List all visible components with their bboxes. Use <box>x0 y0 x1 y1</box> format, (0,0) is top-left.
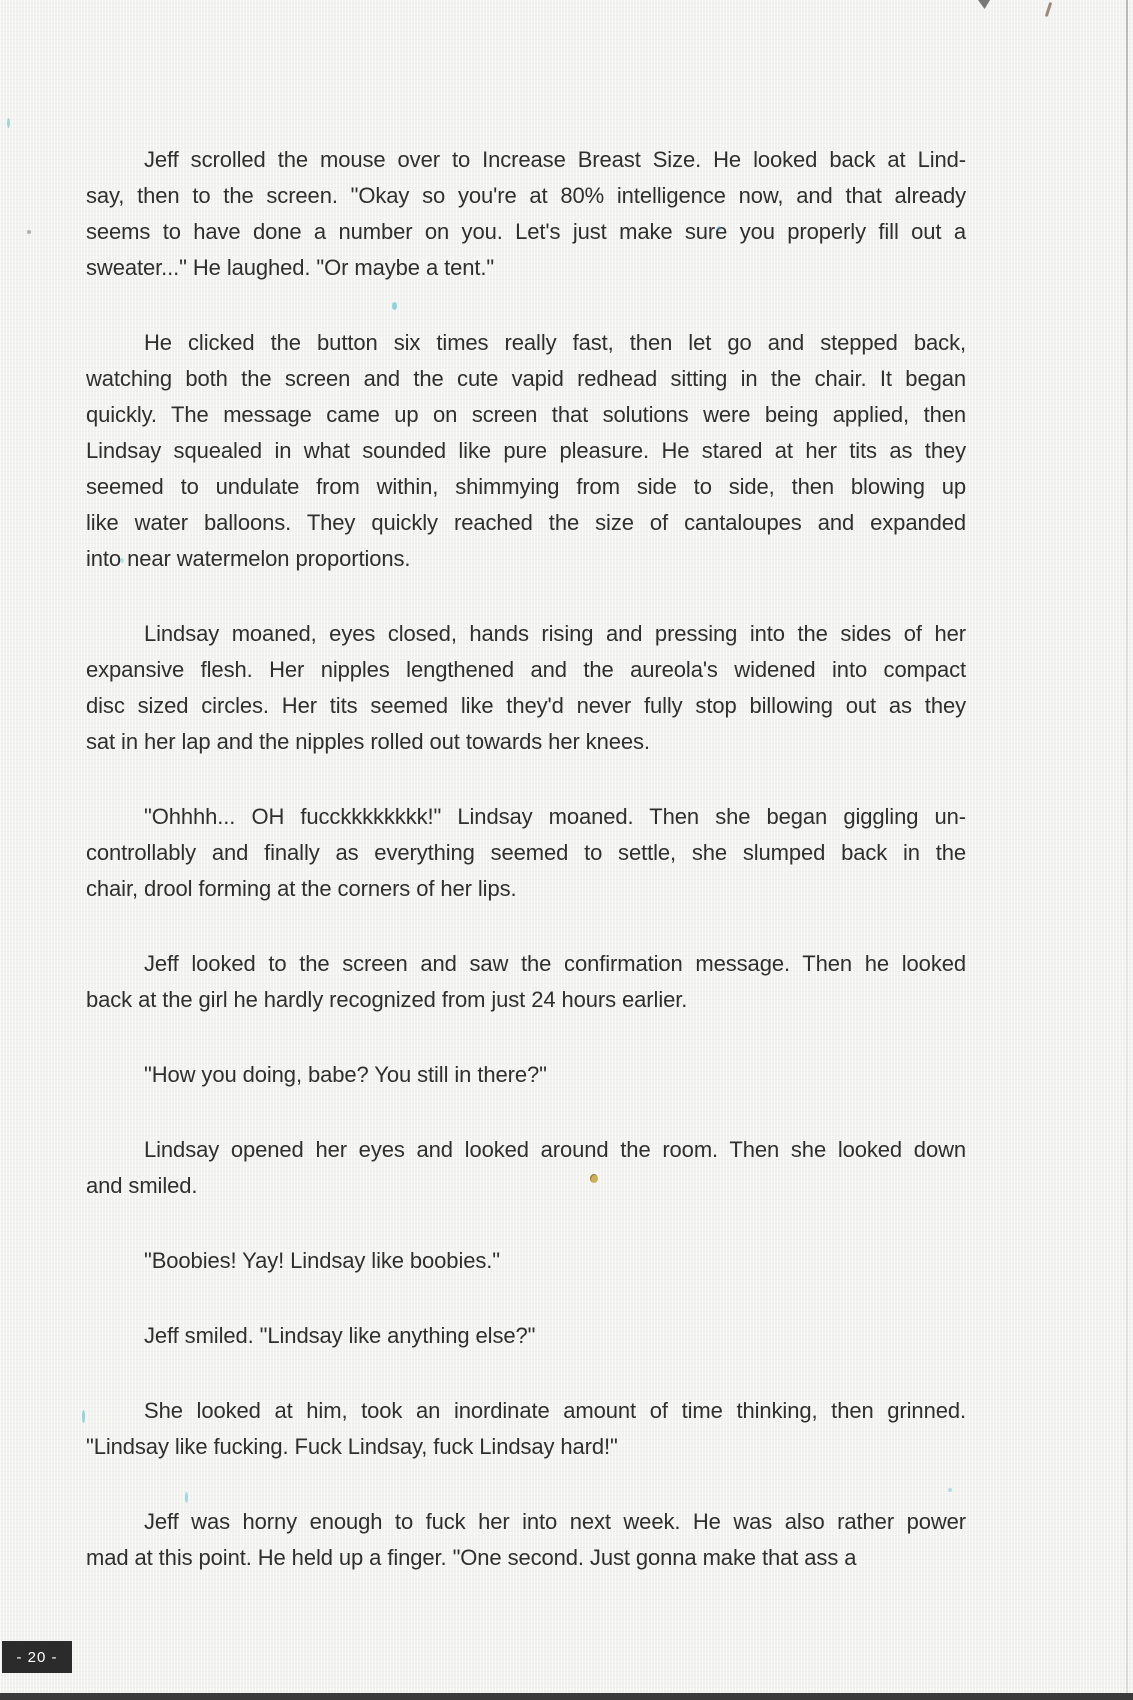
paper-speck <box>185 1492 188 1503</box>
text-line: "Boobies! Yay! Lindsay like boobies." <box>144 1248 500 1273</box>
paper-speck <box>590 1174 598 1183</box>
text-line: "How you doing, babe? You still in there?" <box>144 1062 547 1087</box>
text-line: watching both the screen and the cute vapid redhead sitting in the chair. It began <box>86 366 966 391</box>
text-line: Jeff scrolled the mouse over to Increase Breast Size. He looked back at Lind- <box>144 147 966 172</box>
paragraph <box>86 1393 966 1465</box>
text-line: seems to have done a number on you. Let's just make sure you properly fill out a <box>86 219 966 244</box>
text-line: say, then to the screen. "Okay so you're at 80% intelligence now, and that already <box>86 183 966 208</box>
text-line: like water balloons. They quickly reached the size of cantaloupes and expanded <box>86 510 966 535</box>
paragraph <box>86 1057 966 1093</box>
paper-speck <box>7 118 10 128</box>
scan-corner-mark <box>978 0 990 9</box>
text-line: disc sized circles. Her tits seemed like they'd never fully stop billowing out as they <box>86 693 966 718</box>
paper-speck <box>120 558 124 563</box>
paragraph <box>86 1504 966 1576</box>
paper-speck <box>27 230 31 234</box>
text-line: Jeff looked to the screen and saw the confirmation message. Then he looked <box>144 951 966 976</box>
text-line: quickly. The message came up on screen that solutions were being applied, then <box>86 402 966 427</box>
text-line: Lindsay squealed in what sounded like pure pleasure. He stared at her tits as they <box>86 438 966 463</box>
text-line: controllably and finally as everything seemed to settle, she slumped back in the <box>86 840 966 865</box>
text-line: back at the girl he hardly recognized from just 24 hours earlier. <box>86 987 688 1012</box>
page-bottom-edge <box>0 1693 1133 1700</box>
paragraph <box>86 1318 966 1354</box>
text-line: Jeff smiled. "Lindsay like anything else?" <box>144 1323 536 1348</box>
paragraph <box>86 616 966 760</box>
paragraph <box>86 1132 966 1204</box>
paper-speck <box>717 226 721 231</box>
page-number-badge: - 20 - <box>2 1641 72 1673</box>
text-line: Lindsay opened her eyes and looked around the room. Then she looked down <box>144 1137 966 1162</box>
paragraph <box>86 325 966 577</box>
paper-speck <box>948 1488 952 1492</box>
text-line: into near watermelon proportions. <box>86 546 411 571</box>
paper-speck <box>1045 2 1052 17</box>
paper-speck <box>392 302 397 310</box>
text-line: "Ohhhh... OH fucckkkkkkkk!" Lindsay moaned. Then she began giggling un- <box>144 804 966 829</box>
text-line: Jeff was horny enough to fuck her into next week. He was also rather power <box>144 1509 966 1534</box>
text-line: chair, drool forming at the corners of her lips. <box>86 876 517 901</box>
page-right-edge <box>1126 0 1128 1700</box>
text-line: He clicked the button six times really fast, then let go and stepped back, <box>144 330 966 355</box>
text-line: "Lindsay like fucking. Fuck Lindsay, fuck Lindsay hard!" <box>86 1434 618 1459</box>
text-line: seemed to undulate from within, shimmying from side to side, then blowing up <box>86 474 966 499</box>
paper-speck <box>82 1410 85 1423</box>
text-line: and smiled. <box>86 1173 198 1198</box>
paragraph <box>86 799 966 907</box>
text-line: sweater..." He laughed. "Or maybe a tent." <box>86 255 495 280</box>
text-line: mad at this point. He held up a finger. "One second. Just gonna make that ass a <box>86 1545 857 1570</box>
text-line: Lindsay moaned, eyes closed, hands rising and pressing into the sides of her <box>144 621 966 646</box>
text-line: She looked at him, took an inordinate amount of time thinking, then grinned. <box>144 1398 966 1423</box>
paragraph <box>86 142 966 286</box>
text-line: sat in her lap and the nipples rolled out towards her knees. <box>86 729 650 754</box>
paragraph <box>86 946 966 1018</box>
text-line: expansive flesh. Her nipples lengthened and the aureola's widened into compact <box>86 657 966 682</box>
story-text-block <box>86 142 966 1615</box>
paragraph <box>86 1243 966 1279</box>
